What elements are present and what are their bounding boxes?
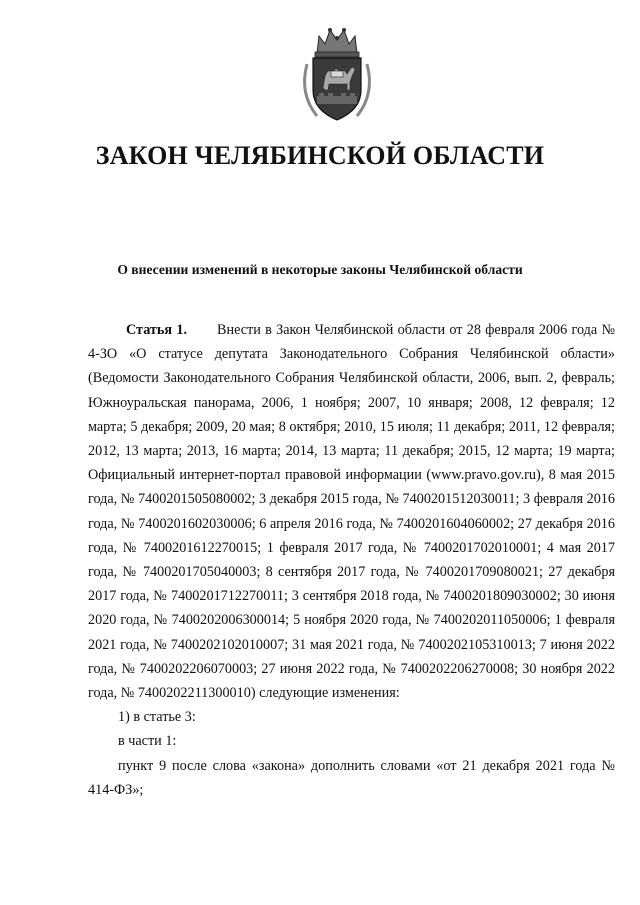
- article-part-1: в части 1:: [118, 733, 177, 750]
- crown-icon: [315, 28, 359, 57]
- article-item-1: 1) в статье 3:: [118, 709, 196, 726]
- article-point-9: пункт 9 после слова «закона» дополнить словами «от 21 декабря 2021 года № 414-ФЗ»;: [88, 757, 615, 798]
- article-heading: Статья 1.: [126, 322, 188, 338]
- article-intro-text: Внести в Закон Челябинской области от 28 февраля 2006 года № 4-ЗО «О статусе депутата Законодательного Собрания Челябинской области» (Ведомости Законодательного Собрания Челябинской области, 2006, вып. 2, февраль; Южноуральская панорама, 2006, 1 ноября; 2007, 10 января; 2008, 12 февраля; 12 марта; 5 декабря; 2009, 20 мая; 8 октября; 2010, 15 июля; 11 декабря; 2011, 12 февраля; 2012, 13 марта; 2013, 16 марта; 2014, 13 марта; 11 декабря; 2015, 12 марта; 19 марта; Официальный интернет-портал правовой информации (www.pravo.gov.ru), 8 мая 2015 года, № 7400201505080002; 3 декабря 2015 года, № 7400201512030011; 3 февраля 2016 года, № 7400201602030006; 6 апреля 2016 года, № 7400201604060002; 27 декабря 2016 года, № 7400201612270015; 1 февраля 2017 года, № 7400201702010001; 4 мая 2017 года, № 7400201705040003; 8 сентября 2017 года, № 7400201709080021; 27 декабря 2017 года, № 7400201712270011; 3 сентября 2018 года, № 7400201809030002; 30 июня 2020 года, № 7400202006300014; 5 ноября 2020 года, № 7400202011050006; 1 февраля 2021 года, № 7400202102010007; 31 мая 2021 года, № 7400202105310013; 7 июня 2022 года, № 7400202206070003; 27 июня 2022 года, № 7400202206270008; 30 ноября 2022 года, № 7400202211300010) следующие изменения:: [88, 322, 616, 702]
- law-subtitle: О внесении изменений в некоторые законы Челябинской области: [117, 262, 523, 277]
- article-body: [88, 318, 615, 802]
- law-title: ЗАКОН ЧЕЛЯБИНСКОЙ ОБЛАСТИ: [95, 141, 545, 170]
- article-1-paragraph: [88, 318, 615, 705]
- chelyabinsk-coat-of-arms-icon: [295, 24, 379, 124]
